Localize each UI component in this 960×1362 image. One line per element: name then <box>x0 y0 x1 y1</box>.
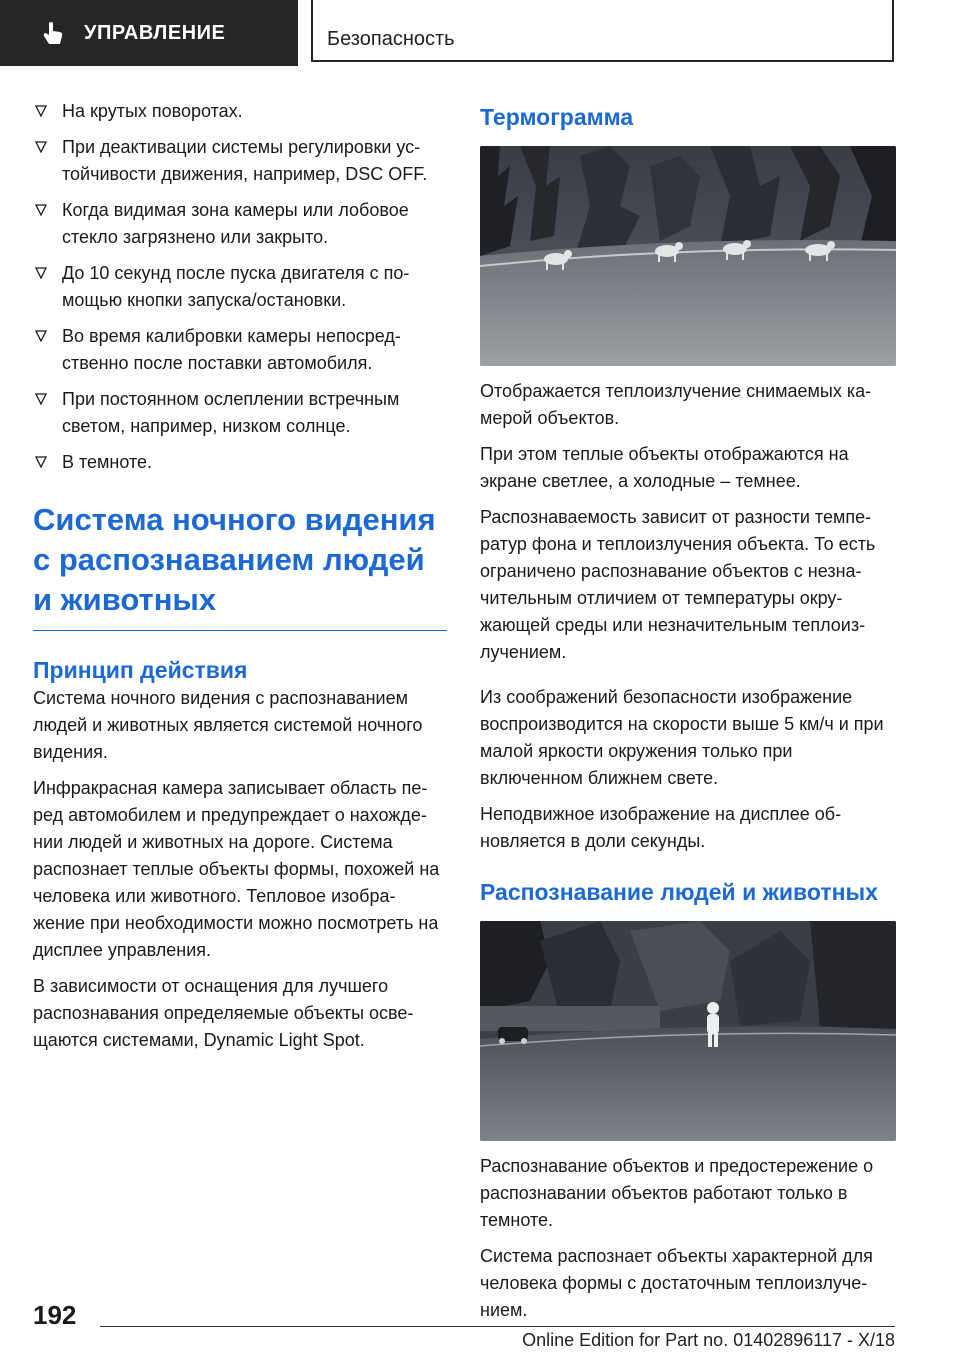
triangle-bullet-icon <box>35 204 47 216</box>
header-section-label: Безопасность <box>327 28 455 50</box>
thermogram-image <box>480 146 896 366</box>
section-title-rule <box>33 630 447 631</box>
section-title: Система ночного видения с распознаванием людей и животных <box>33 502 436 617</box>
list-item: Когда видимая зона камеры или лобовое стекло загрязнено или закрыто. <box>33 197 447 251</box>
triangle-bullet-icon <box>35 330 47 342</box>
triangle-bullet-icon <box>35 141 47 153</box>
principle-paragraph: Инфракрасная камера записывает область пе-ред автомобилем и предупреждает о нахожде-нии людей и животных на дороге. Система распознает теплые объекты формы, похожей на человека или животного. Тепловое изобра-жение при необходимости можно посмотреть на дисплее управления. <box>33 778 440 960</box>
triangle-bullet-icon <box>35 267 47 279</box>
principle-paragraph: В зависимости от оснащения для лучшего распознавания определяемые объекты осве-щаются системами, Dynamic Light Spot. <box>33 976 414 1050</box>
list-item: При постоянном ослеплении встречным светом, например, низком солнце. <box>33 386 447 440</box>
hand-pointer-icon <box>40 20 66 46</box>
list-item: На крутых поворотах. <box>33 98 447 125</box>
page-number: 192 <box>33 1300 77 1330</box>
thermogram-paragraph: Распознаваемость зависит от разности темпе-ратур фона и теплоизлучения объекта. То есть ограничено распознавание объектов с незна-чительным отличием от температуры окру-жающей среды или незначительным теплоиз-лучением. <box>480 507 876 662</box>
thermogram-title: Термограмма <box>480 104 634 130</box>
triangle-bullet-icon <box>35 105 47 117</box>
list-item: До 10 секунд после пуска двигателя с по-мощью кнопки запуска/остановки. <box>33 260 447 314</box>
condition-list <box>33 98 447 476</box>
right-column <box>480 98 896 1333</box>
list-item: Во время калибровки камеры непосред-ственно после поставки автомобиля. <box>33 323 447 377</box>
principle-title: Принцип действия <box>33 657 248 683</box>
edition-text: Online Edition for Part no. 01402896117 - X/18 <box>522 1330 895 1350</box>
principle-paragraph: Система ночного видения с распознаванием людей и животных является системой ночного видения. <box>33 688 423 762</box>
recognition-paragraph: Распознавание объектов и предостережение о распознавании объектов работают только в темноте. <box>480 1156 874 1230</box>
triangle-bullet-icon <box>35 456 47 468</box>
thermogram-scene <box>480 146 896 366</box>
header-tab <box>0 0 298 66</box>
list-item: При деактивации системы регулировки ус-тойчивости движения, например, DSC OFF. <box>33 134 447 188</box>
recognition-paragraph: Система распознает объекты характерной для человека формы с достаточным теплоизлуче-нием. <box>480 1246 873 1320</box>
recognition-image <box>480 921 896 1141</box>
triangle-bullet-icon <box>35 393 47 405</box>
thermogram-paragraph: При этом теплые объекты отображаются на экране светлее, а холодные – темнее. <box>480 444 849 491</box>
thermogram-paragraph: Из соображений безопасности изображение воспроизводится на скорости выше 5 км/ч и при малой яркости окружения только при включенном ближнем свете. <box>480 687 884 788</box>
thermogram-paragraph: Отображается теплоизлучение снимаемых ка-мерой объектов. <box>480 381 872 428</box>
page-footer <box>0 1290 960 1362</box>
left-column <box>33 98 447 1063</box>
header-tab-label: УПРАВЛЕНИЕ <box>84 21 226 44</box>
list-item: В темноте. <box>33 449 447 476</box>
page-header <box>0 0 960 66</box>
recognition-scene <box>480 921 896 1141</box>
header-section-frame <box>311 0 894 62</box>
recognition-title: Распознавание людей и животных <box>480 879 878 905</box>
footer-rule <box>100 1326 895 1327</box>
thermogram-paragraph: Неподвижное изображение на дисплее об-новляется в доли секунды. <box>480 804 842 851</box>
